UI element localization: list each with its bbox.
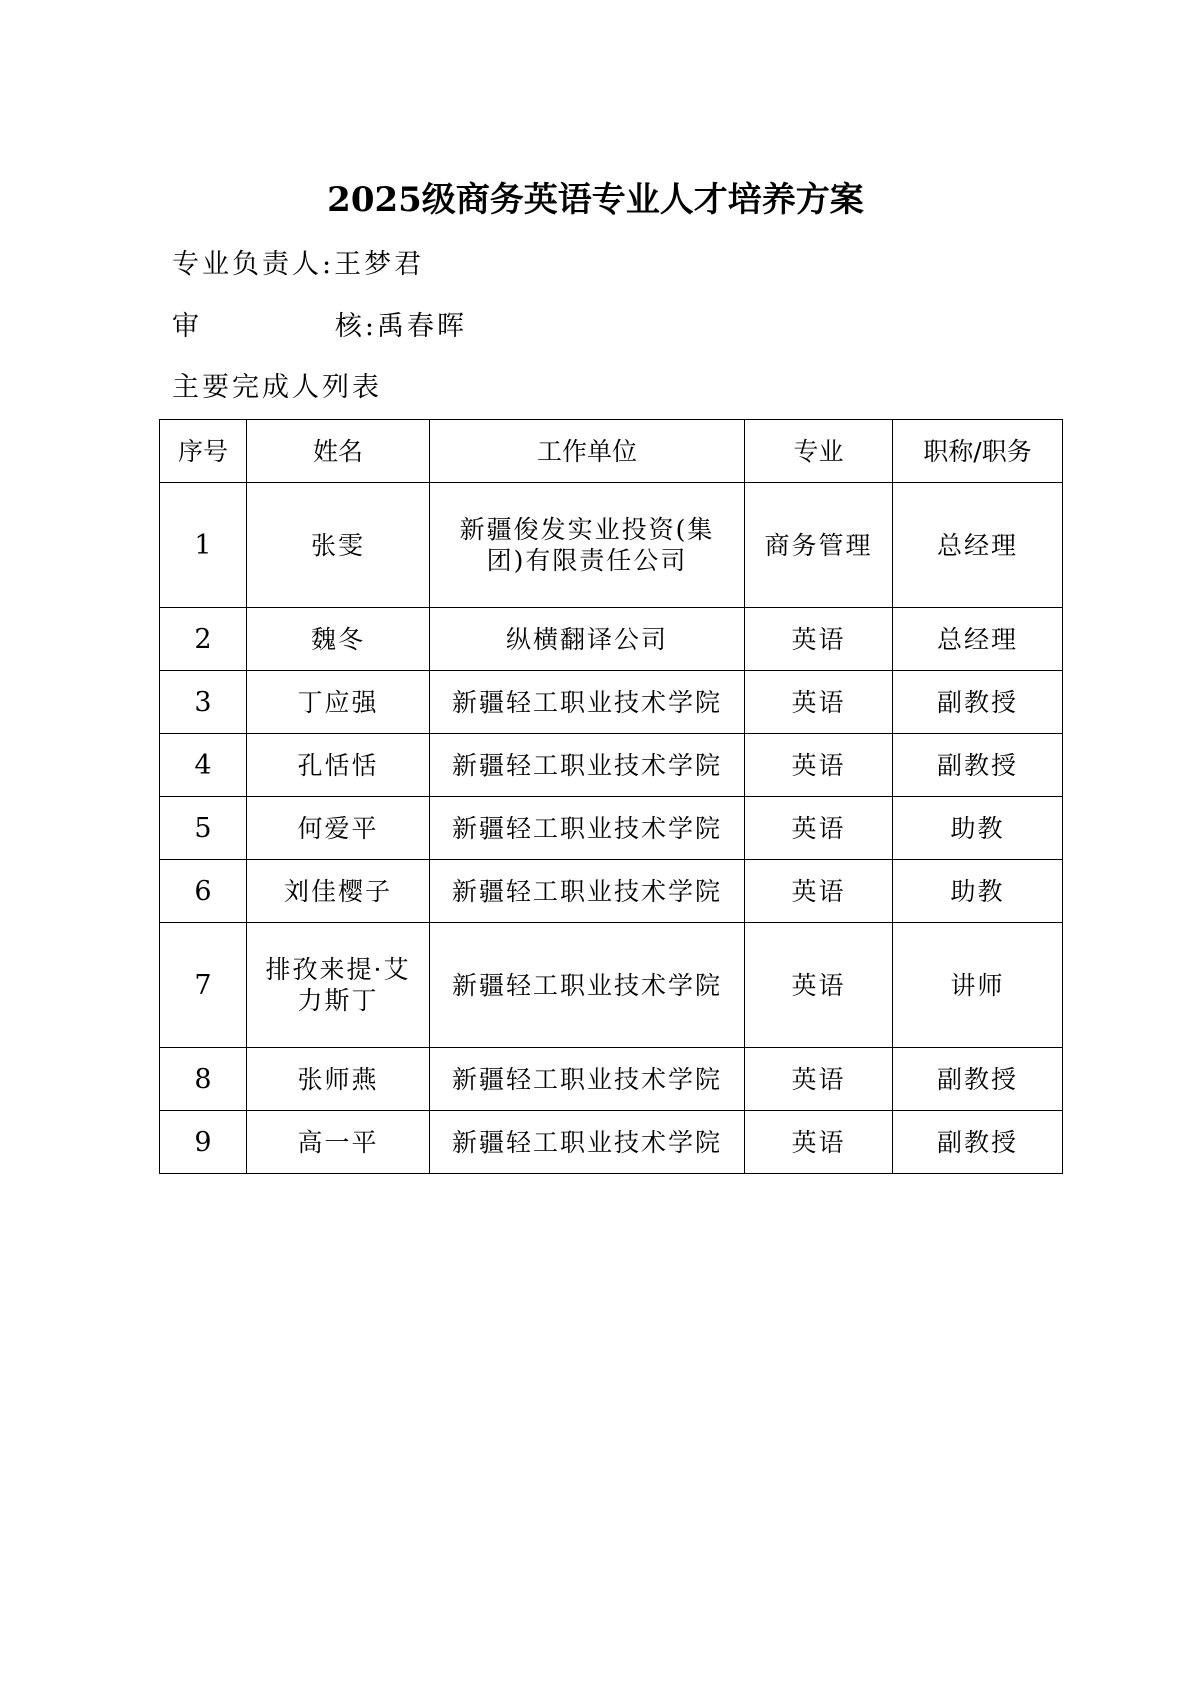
cell-major: 英语 (745, 608, 893, 671)
cell-name: 排孜来提·艾力斯丁 (247, 923, 430, 1048)
cell-major: 英语 (745, 671, 893, 734)
cell-unit: 新疆轻工职业技术学院 (430, 860, 745, 923)
table-row (160, 923, 1063, 1048)
table-row (160, 734, 1063, 797)
list-heading: 主要完成人列表 (172, 372, 382, 403)
cell-no: 8 (160, 1048, 247, 1111)
cell-title: 副教授 (893, 1111, 1063, 1174)
cell-unit: 新疆轻工职业技术学院 (430, 734, 745, 797)
cell-unit: 新疆轻工职业技术学院 (430, 1048, 745, 1111)
reviewer-label-end: 核: (334, 311, 377, 342)
cell-no: 6 (160, 860, 247, 923)
cell-major: 英语 (745, 1048, 893, 1111)
leader-line (172, 247, 424, 283)
reviewer-label (172, 309, 377, 345)
cell-unit: 新疆俊发实业投资(集团)有限责任公司 (430, 483, 745, 608)
cell-name: 张师燕 (247, 1048, 430, 1111)
cell-major: 英语 (745, 797, 893, 860)
cell-name: 魏冬 (247, 608, 430, 671)
cell-no: 7 (160, 923, 247, 1048)
table-row (160, 1048, 1063, 1111)
cell-unit: 新疆轻工职业技术学院 (430, 797, 745, 860)
cell-no: 2 (160, 608, 247, 671)
cell-major: 商务管理 (745, 483, 893, 608)
table-row (160, 608, 1063, 671)
cell-unit: 新疆轻工职业技术学院 (430, 1111, 745, 1174)
cell-name: 孔恬恬 (247, 734, 430, 797)
cell-name: 张雯 (247, 483, 430, 608)
header-no: 序号 (160, 420, 247, 483)
table-row (160, 671, 1063, 734)
cell-title: 讲师 (893, 923, 1063, 1048)
cell-unit: 新疆轻工职业技术学院 (430, 671, 745, 734)
header-name: 姓名 (247, 420, 430, 483)
table-row (160, 483, 1063, 608)
cell-title: 总经理 (893, 483, 1063, 608)
cell-title: 助教 (893, 797, 1063, 860)
cell-major: 英语 (745, 923, 893, 1048)
reviewer-label-start: 审 (172, 311, 202, 342)
cell-major: 英语 (745, 860, 893, 923)
cell-no: 1 (160, 483, 247, 608)
cell-name: 何爱平 (247, 797, 430, 860)
leader-name: 王梦君 (334, 249, 425, 280)
cell-no: 4 (160, 734, 247, 797)
table-row (160, 860, 1063, 923)
header-title: 职称/职务 (893, 420, 1063, 483)
page-title: 2025级商务英语专业人才培养方案 (327, 180, 864, 220)
reviewer-name: 禹春晖 (377, 311, 467, 342)
cell-name: 高一平 (247, 1111, 430, 1174)
cell-title: 副教授 (893, 1048, 1063, 1111)
cell-title: 总经理 (893, 608, 1063, 671)
reviewer-line (172, 309, 467, 345)
cell-major: 英语 (745, 734, 893, 797)
cell-no: 5 (160, 797, 247, 860)
table-header-row (160, 420, 1063, 483)
leader-label: 专业负责人: (172, 249, 335, 280)
cell-unit: 新疆轻工职业技术学院 (430, 923, 745, 1048)
cell-unit: 纵横翻译公司 (430, 608, 745, 671)
cell-name: 刘佳樱子 (247, 860, 430, 923)
cell-title: 副教授 (893, 671, 1063, 734)
header-unit: 工作单位 (430, 420, 745, 483)
table-row (160, 1111, 1063, 1174)
cell-no: 3 (160, 671, 247, 734)
header-major: 专业 (745, 420, 893, 483)
cell-title: 助教 (893, 860, 1063, 923)
cell-name: 丁应强 (247, 671, 430, 734)
members-table (159, 419, 1063, 1174)
table-row (160, 797, 1063, 860)
cell-major: 英语 (745, 1111, 893, 1174)
cell-title: 副教授 (893, 734, 1063, 797)
cell-no: 9 (160, 1111, 247, 1174)
